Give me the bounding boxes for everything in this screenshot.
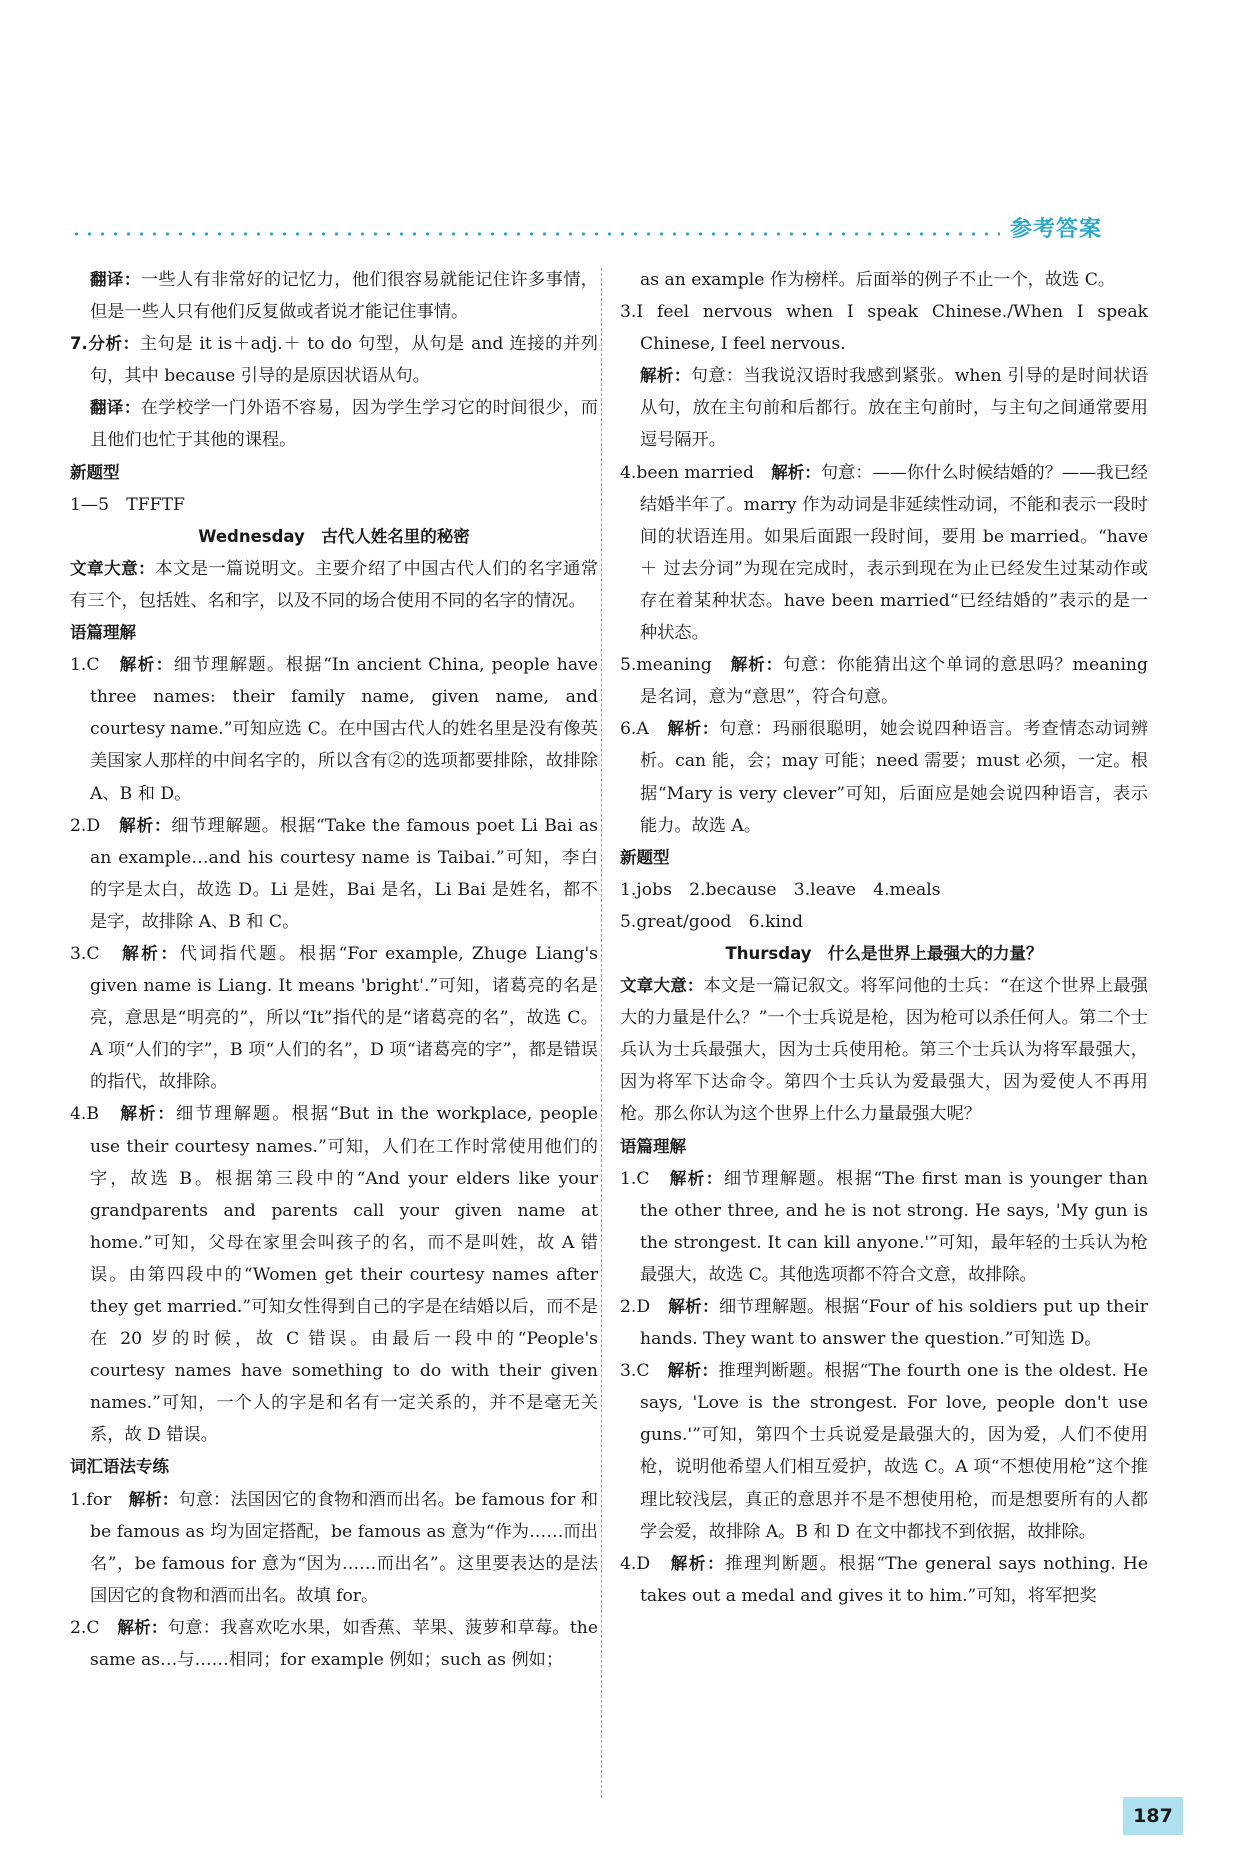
section-heading-new-question-type: 新题型	[70, 462, 120, 482]
page-number: 187	[1123, 1797, 1183, 1835]
section-heading-vocab-grammar: 词汇语法专练	[70, 1457, 169, 1477]
answer-continuation: as an example 作为榜样。后面举的例子不止一个，故选 C。	[640, 270, 1116, 290]
header-dotted-rule	[70, 232, 1000, 236]
answer-item: 1.for 解析：句意：法国因它的食物和酒而出名。be famous for 和 be famous as 均为固定搭配，be famous as 意为“作为……而出名”，be famous for 意为“因为……而出名”。这里要表达的是法国因它的食物和酒而出名。故填 for。	[70, 1489, 599, 1606]
column-divider	[601, 268, 602, 1798]
answer-item: 2.D 解析：细节理解题。根据“Take the famous poet Li Bai as an example…and his courtesy name is Taibai.”可知，李白的字是太白，故选 D。Li 是姓，Bai 是名，Li Bai 是姓名，都不是字，故排除 A、B 和 C。	[70, 815, 598, 932]
header-title: 参考答案	[1010, 217, 1103, 242]
day-heading-wednesday: Wednesday 古代人姓名里的秘密	[198, 526, 470, 546]
answer-analysis: 解析：句意：当我说汉语时我感到紧张。when 引导的是时间状语从句，放在主句前和后都行。放在主句前时，与主句之间通常要用逗号隔开。	[640, 366, 1148, 451]
answer-item: 5.meaning 解析：句意：你能猜出这个单词的意思吗？meaning 是名词，意为“意思”，符合句意。	[620, 655, 1149, 708]
translation-6: 翻译：一些人有非常好的记忆力，他们很容易就能记住许多事情，但是一些人只有他们反复做或者说才能记住事情。	[90, 270, 598, 323]
passage-summary: 文章大意：本文是一篇记叙文。将军问他的士兵：“在这个世界上最强大的力量是什么？”一个士兵说是枪，因为枪可以杀任何人。第二个士兵认为士兵最强大，因为士兵使用枪。第三个士兵认为将军最强大，因为将军下达命令。第四个士兵认为爱最强大，因为爱使人不再用枪。那么你认为这个世界上什么力量最强大呢？	[620, 976, 1148, 1125]
passage-summary: 文章大意：本文是一篇说明文。主要介绍了中国古代人们的名字通常有三个，包括姓、名和字，以及不同的场合使用不同的名字的情况。	[70, 558, 598, 611]
answer-item: 3.C 解析：推理判断题。根据“The fourth one is the oldest. He says, 'Love is the strongest. For love, people don't use guns.'”可知，第四个士兵说爱是最强大的，因为爱，人们不使用枪，说明他希望人们相互爱护，故选 C。A 项“不想使用枪”这个推理比较浅层，真正的意思并不是不想使用枪，而是想要所有的人都学会爱，故排除 A。B 和 D 在文中都找不到依据，故排除。	[620, 1361, 1148, 1542]
answer-item: 4.D 解析：推理判断题。根据“The general says nothing. He takes out a medal and gives it to him.”可知，将军把奖	[620, 1553, 1149, 1606]
day-heading-thursday: Thursday 什么是世界上最强大的力量？	[725, 943, 1043, 963]
translation-7: 翻译：在学校学一门外语不容易，因为学生学习它的时间很少，而且他们也忙于其他的课程。	[90, 398, 598, 451]
answer-item: 2.D 解析：细节理解题。根据“Four of his soldiers put up their hands. They want to answer the question.”可知选 D。	[620, 1297, 1148, 1350]
answer-item: 3.I feel nervous when I speak Chinese./When I speak Chinese, I feel nervous.	[620, 302, 1148, 355]
answer-item: 2.C 解析：句意：我喜欢吃水果，如香蕉、苹果、菠萝和草莓。the same as…与……相同；for example 例如；such as 例如；	[70, 1617, 598, 1671]
analysis-7: 7.分析：主句是 it is＋adj.＋ to do 句型，从句是 and 连接的并列句，其中 because 引导的是原因状语从句。	[70, 334, 598, 387]
answer-row-tfftf: 1—5 TFFTF	[70, 494, 185, 515]
right-column	[620, 264, 1148, 1612]
answer-row: 5.great/good 6.kind	[620, 911, 804, 932]
answer-item: 1.C 解析：细节理解题。根据“The first man is younger than the other three, and he is not strong. He says, 'My gun is the strongest. It can kill anyone.'”可知，最年轻的士兵认为枪最强大，故选 C。其他选项都不符合文意，故排除。	[620, 1168, 1148, 1285]
answer-item: 3.C 解析：代词指代题。根据“For example, Zhuge Liang's given name is Liang. It means 'bright'.”可知，诸葛亮的名是亮，意思是“明亮的”，所以“It”指代的是“诸葛亮的名”，故选 C。A 项“人们的字”，B 项“人们的名”，D 项“诸葛亮的字”，都是错误的指代，故排除。	[70, 943, 598, 1093]
answer-item: 6.A 解析：句意：玛丽很聪明，她会说四种语言。考查情态动词辨析。can 能，会；may 可能；need 需要；must 必须，一定。根据“Mary is very clever”可知，后面应是她会说四种语言，表示能力。故选 A。	[620, 719, 1149, 836]
answer-row: 1.jobs 2.because 3.leave 4.meals	[620, 879, 941, 900]
answer-item: 4.been married 解析：句意：——你什么时候结婚的？——我已经结婚半年了。marry 作为动词是非延续性动词，不能和表示一段时间的状语连用。如果后面跟一段时间，要用 be married。“have ＋ 过去分词”为现在完成时，表示到现在为止已经发生过某动作或存在着某种状态。have been married“已经结婚的”表示的是一种状态。	[620, 462, 1148, 644]
section-heading-reading: 语篇理解	[70, 623, 136, 643]
section-heading-new-question-type: 新题型	[620, 847, 670, 867]
section-heading-reading: 语篇理解	[620, 1136, 686, 1156]
answer-item: 4.B 解析：细节理解题。根据“But in the workplace, people use their courtesy names.”可知，人们在工作时常使用他们的字，故选 B。根据第三段中的“And your elders like your grandparents and parents call your given name at home.”可知，父母在家里会叫孩子的名，而不是叫姓，故 A 错误。由第四段中的“Women get their courtesy names after they get married.”可知女性得到自己的字是在结婚以后，而不是在 20 岁的时候，故 C 错误。由最后一段中的“People's courtesy names have something to do with their given names.”可知，一个人的字是和名有一定关系的，并不是毫无关系，故 D 错误。	[70, 1104, 599, 1446]
left-column	[70, 264, 598, 1676]
answer-item: 1.C 解析：细节理解题。根据“In ancient China, people have three names: their family name, given name, and courtesy name.”可知应选 C。在中国古代人的姓名里是没有像英美国家人那样的中间名字的，所以含有②的选项都要排除，故排除 A、B 和 D。	[70, 655, 598, 804]
